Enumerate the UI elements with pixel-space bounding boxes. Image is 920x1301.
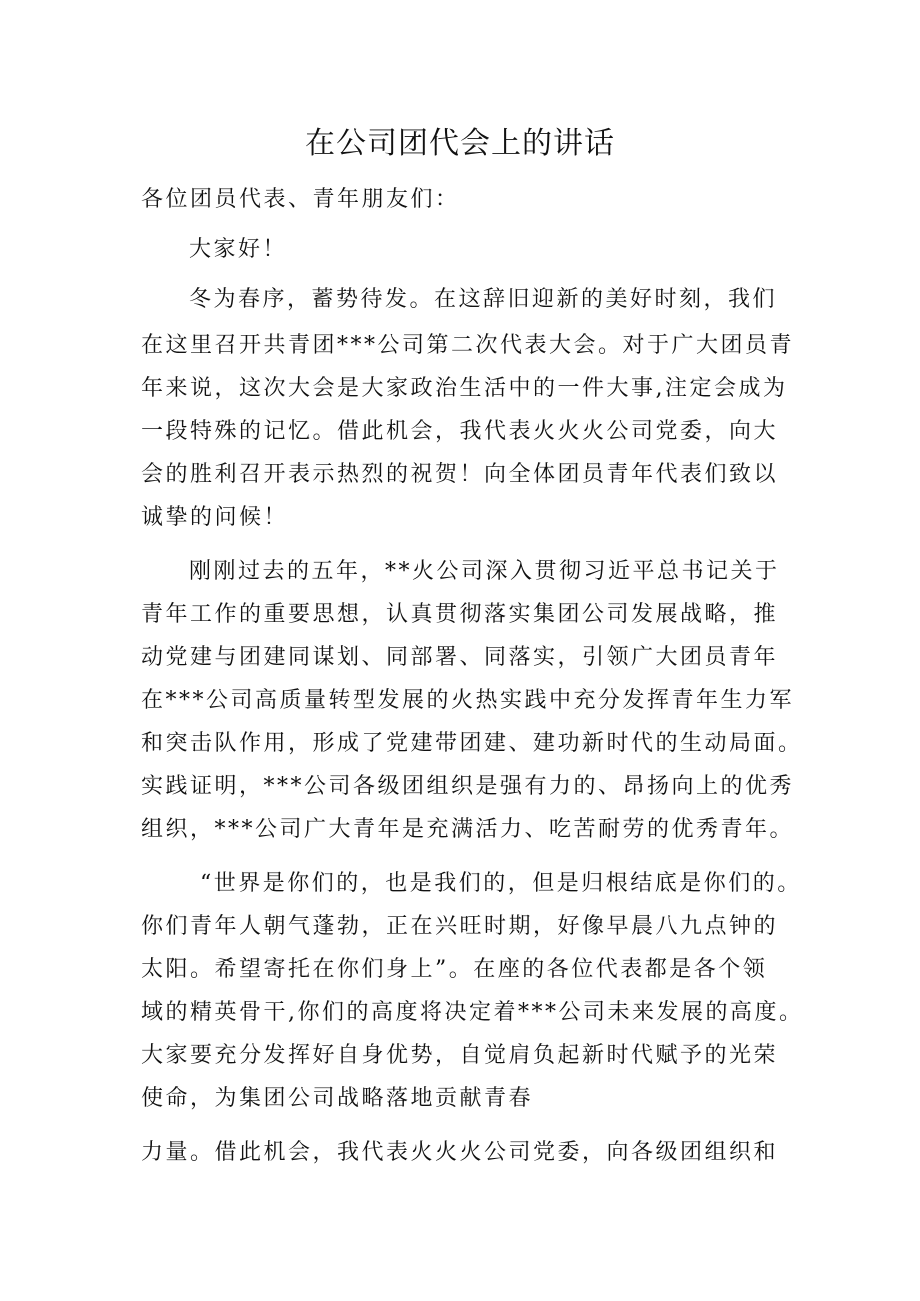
- paragraph-1-line: 一段特殊的记忆。借此机会，我代表火火火公司党委，向大: [141, 419, 779, 444]
- paragraph-3-line: 你们青年人朝气蓬勃，正在兴旺时期，好像早晨八九点钟的: [141, 914, 779, 939]
- document-title: 在公司团代会上的讲话: [305, 126, 615, 161]
- paragraph-3-line: 大家要充分发挥好自身优势，自觉肩负起新时代赋予的光荣: [141, 1043, 779, 1068]
- salutation: 各位团员代表、青年朋友们：: [141, 187, 460, 212]
- paragraph-1-line: 冬为春序，蓄势待发。在这辞旧迎新的美好时刻，我们: [189, 287, 778, 312]
- paragraph-3-line: 太阳。希望寄托在你们身上”。在座的各位代表都是各个领: [141, 957, 768, 982]
- paragraph-3-line: “世界是你们的，也是我们的，但是归根结底是你们的。: [200, 871, 802, 896]
- paragraph-3-line: 使命，为集团公司战略落地贡献青春: [141, 1086, 534, 1111]
- paragraph-2-line: 刚刚过去的五年，**火公司深入贯彻习近平总书记关于: [189, 559, 780, 584]
- paragraph-2-line: 青年工作的重要思想，认真贯彻落实集团公司发展战略，推: [141, 602, 779, 627]
- paragraph-3-line: 域的精英骨干,你们的高度将决定着***公司未来发展的高度。: [141, 1000, 804, 1025]
- paragraph-1-line: 在这里召开共青团***公司第二次代表大会。对于广大团员青: [141, 333, 795, 358]
- paragraph-2-line: 动党建与团建同谋划、同部署、同落实，引领广大团员青年: [141, 645, 779, 670]
- paragraph-2-line: 组织，***公司广大青年是充满活力、吃苦耐劳的优秀青年。: [141, 817, 795, 842]
- paragraph-2-line: 在***公司高质量转型发展的火热实践中充分发挥青年生力军: [141, 688, 795, 713]
- paragraph-2-line: 实践证明，***公司各级团组织是强有力的、昂扬向上的优秀: [141, 774, 795, 799]
- paragraph-1-line: 会的胜利召开表示热烈的祝贺！向全体团员青年代表们致以: [141, 462, 779, 487]
- paragraph-1-line: 诚挚的问候！: [141, 505, 289, 530]
- paragraph-2-line: 和突击队作用，形成了党建带团建、建功新时代的生动局面。: [141, 731, 803, 756]
- greeting: 大家好！: [189, 237, 288, 262]
- paragraph-1-line: 年来说，这次大会是大家政治生活中的一件大事,注定会成为: [141, 376, 788, 401]
- paragraph-4-line: 力量。借此机会，我代表火火火公司党委，向各级团组织和: [141, 1140, 779, 1165]
